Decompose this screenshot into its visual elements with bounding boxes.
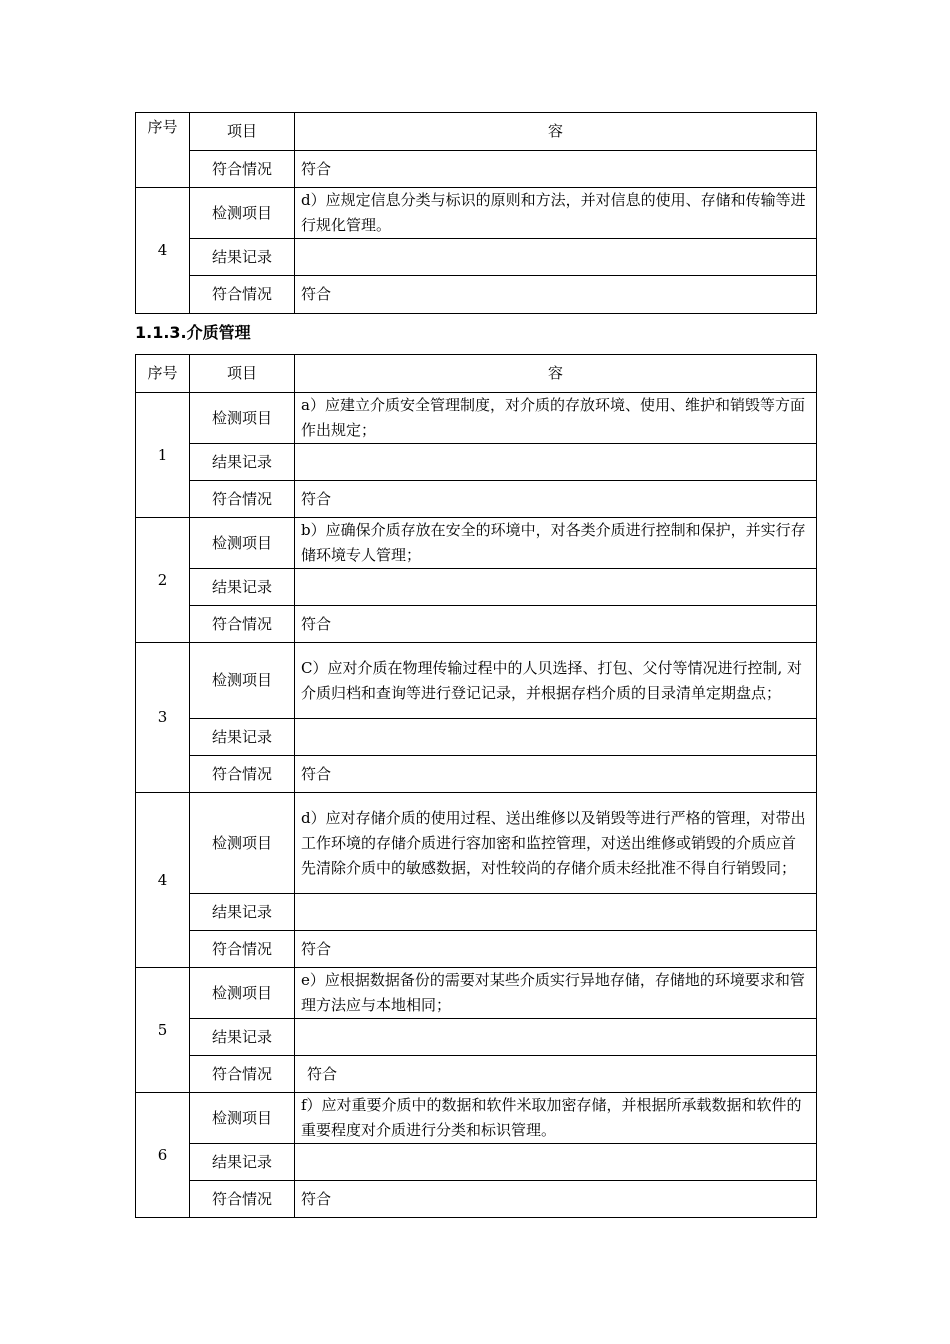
header-item: 项目 bbox=[190, 113, 295, 151]
table-row bbox=[136, 1093, 817, 1144]
header-content: 容 bbox=[295, 113, 817, 151]
check-text: f）应对重要介质中的数据和软件米取加密存储，并根据所承载数据和软件的重要程度对介质进行分类和标识管理。 bbox=[295, 1093, 817, 1144]
check-text: d）应对存储介质的使用过程、送出维修以及销毁等进行严格的管理，对带出工作环境的存储介质进行容加密和监控管理，对送出维修或销毁的介质应首先清除介质中的敏感数据，对性较尚的存储介质未经批准不得自行销毁同； bbox=[295, 793, 817, 894]
check-label: 检测项目 bbox=[190, 1093, 295, 1144]
table-row bbox=[136, 719, 817, 756]
table-row bbox=[136, 1056, 817, 1093]
media-management-table bbox=[135, 354, 817, 1218]
status-value: 符合 bbox=[295, 756, 817, 793]
table-row bbox=[136, 1144, 817, 1181]
header-content: 容 bbox=[295, 355, 817, 393]
inspection-table-continued bbox=[135, 112, 817, 314]
table-row bbox=[136, 643, 817, 719]
check-text: d）应规定信息分类与标识的原则和方法，并对信息的使用、存储和传输等进行规化管理。 bbox=[295, 188, 817, 239]
status-value: 符合 bbox=[295, 1056, 817, 1093]
table-row bbox=[136, 151, 817, 188]
status-label: 符合情况 bbox=[190, 481, 295, 518]
check-label: 检测项目 bbox=[190, 643, 295, 719]
check-text: a）应建立介质安全管理制度，对介质的存放环境、使用、维护和销毁等方面作出规定； bbox=[295, 393, 817, 444]
seq-number: 4 bbox=[136, 793, 190, 968]
seq-number: 5 bbox=[136, 968, 190, 1093]
status-label: 符合情况 bbox=[190, 276, 295, 314]
status-value: 符合 bbox=[295, 151, 817, 188]
check-label: 检测项目 bbox=[190, 793, 295, 894]
table-row bbox=[136, 756, 817, 793]
seq-number: 1 bbox=[136, 393, 190, 518]
table-row bbox=[136, 444, 817, 481]
table-row bbox=[136, 481, 817, 518]
status-value: 符合 bbox=[295, 481, 817, 518]
check-label: 检测项目 bbox=[190, 968, 295, 1019]
table-row bbox=[136, 569, 817, 606]
record-value bbox=[295, 444, 817, 481]
table-row bbox=[136, 393, 817, 444]
record-value bbox=[295, 569, 817, 606]
status-label: 符合情况 bbox=[190, 1181, 295, 1218]
table-row bbox=[136, 968, 817, 1019]
seq-number: 2 bbox=[136, 518, 190, 643]
record-value bbox=[295, 1019, 817, 1056]
check-text: b）应确保介质存放在安全的环境中，对各类介质进行控制和保护，并实行存储环境专人管理； bbox=[295, 518, 817, 569]
check-label: 检测项目 bbox=[190, 188, 295, 239]
status-value: 符合 bbox=[295, 931, 817, 968]
status-label: 符合情况 bbox=[190, 931, 295, 968]
header-seq: 序号 bbox=[136, 355, 190, 393]
check-text: C）应对介质在物理传输过程中的人贝选择、打包、父付等情况进行控制, 对介质归档和查询等进行登记记录，并根据存档介质的目录清单定期盘点； bbox=[295, 643, 817, 719]
status-value: 符合 bbox=[295, 1181, 817, 1218]
seq-number: 6 bbox=[136, 1093, 190, 1218]
record-value bbox=[295, 894, 817, 931]
header-item: 项目 bbox=[190, 355, 295, 393]
table-row bbox=[136, 276, 817, 314]
table-row bbox=[136, 188, 817, 239]
record-label: 结果记录 bbox=[190, 444, 295, 481]
record-value bbox=[295, 719, 817, 756]
seq-number: 3 bbox=[136, 643, 190, 793]
table-row bbox=[136, 793, 817, 894]
record-value bbox=[295, 1144, 817, 1181]
check-label: 检测项目 bbox=[190, 518, 295, 569]
status-label: 符合情况 bbox=[190, 756, 295, 793]
status-value: 符合 bbox=[295, 276, 817, 314]
table-row bbox=[136, 606, 817, 643]
table-row bbox=[136, 1019, 817, 1056]
check-text: e）应根据数据备份的需要对某些介质实行异地存储，存储地的环境要求和管理方法应与本地相同； bbox=[295, 968, 817, 1019]
table-row bbox=[136, 239, 817, 276]
record-label: 结果记录 bbox=[190, 894, 295, 931]
seq-number: 4 bbox=[136, 188, 190, 314]
table-header-row bbox=[136, 355, 817, 393]
section-heading: 1.1.3.介质管理 bbox=[135, 323, 251, 342]
record-label: 结果记录 bbox=[190, 569, 295, 606]
table-header-row bbox=[136, 113, 817, 151]
record-label: 结果记录 bbox=[190, 239, 295, 276]
status-value: 符合 bbox=[295, 606, 817, 643]
table-row bbox=[136, 931, 817, 968]
status-label: 符合情况 bbox=[190, 1056, 295, 1093]
table-row bbox=[136, 518, 817, 569]
check-label: 检测项目 bbox=[190, 393, 295, 444]
header-seq: 序号 bbox=[136, 113, 190, 188]
record-value bbox=[295, 239, 817, 276]
status-label: 符合情况 bbox=[190, 151, 295, 188]
status-label: 符合情况 bbox=[190, 606, 295, 643]
table-row bbox=[136, 1181, 817, 1218]
table-row bbox=[136, 894, 817, 931]
record-label: 结果记录 bbox=[190, 719, 295, 756]
record-label: 结果记录 bbox=[190, 1019, 295, 1056]
record-label: 结果记录 bbox=[190, 1144, 295, 1181]
